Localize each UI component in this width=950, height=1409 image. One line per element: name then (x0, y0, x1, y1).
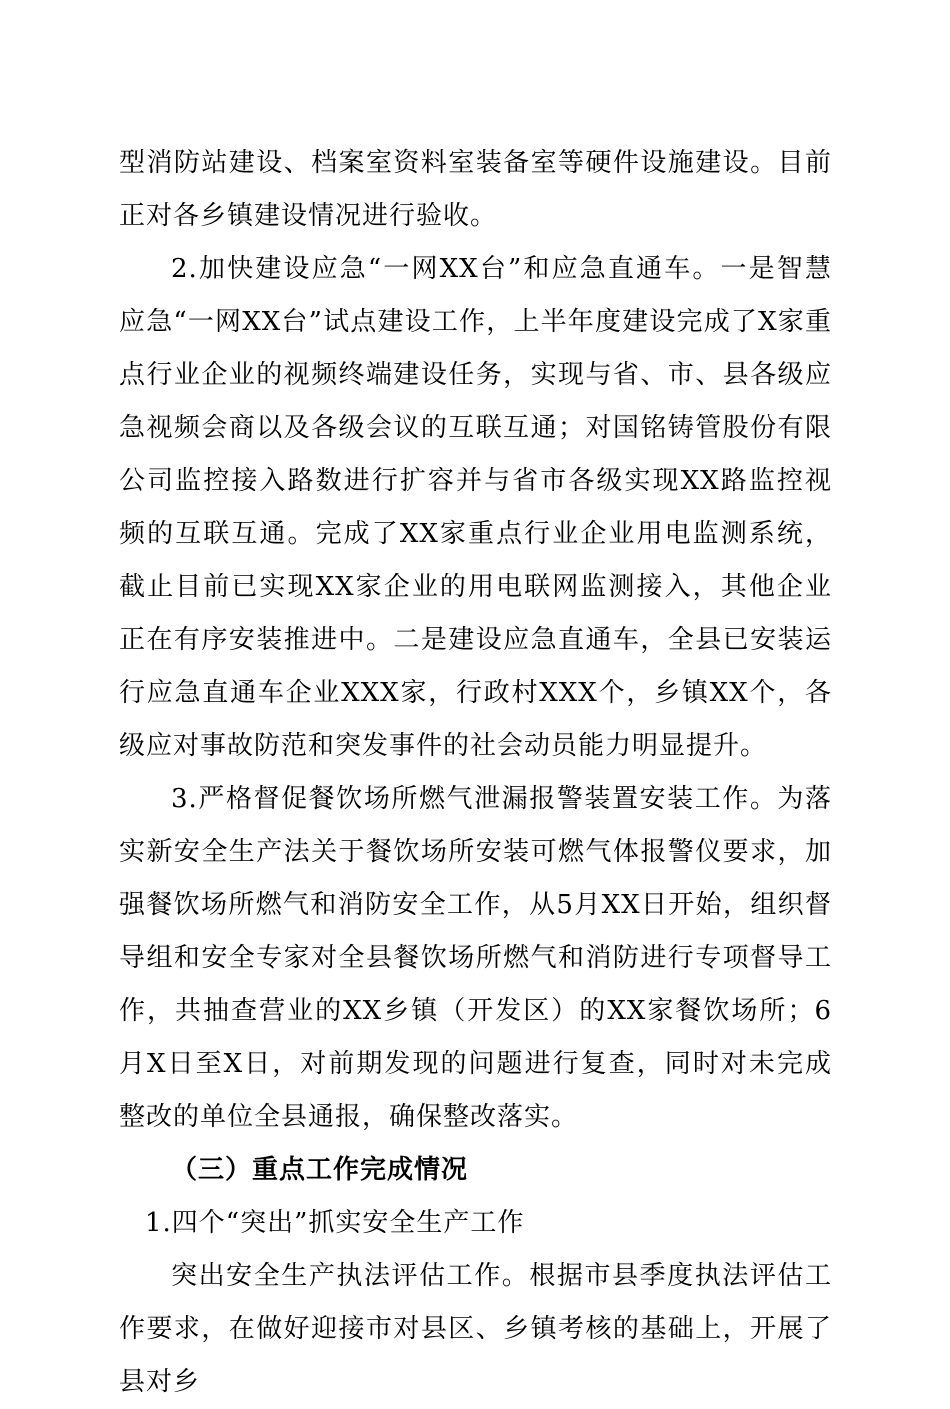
paragraph-emergency-network: 2.加快建设应急“一网XX台”和应急直通车。一是智慧应急“一网XX台”试点建设工作，上半年度建设完成了X家重点行业企业的视频终端建设任务，实现与省、市、县各级应急视频会商以及各级会议的互联互通；对国铭铸管股份有限公司监控接入路数进行扩容并与省市各级实现XX路监控视频的互联互通。完成了XX家重点行业企业用电监测系统，截止目前已实现XX家企业的用电联网监测接入，其他企业正在有序安装推进中。二是建设应急直通车，全县已安装运行应急直通车企业XXX家，行政村XXX个，乡镇XX个，各级应对事故防范和突发事件的社会动员能力明显提升。 (119, 254, 832, 761)
document-body (119, 137, 832, 1409)
section-heading: （三）重点工作完成情况 (171, 1155, 469, 1185)
paragraph-enforcement-evaluation: 突出安全生产执法评估工作。根据市县季度执法评估工作要求，在做好迎接市对县区、乡镇考核的基础上，开展了县对乡 (119, 1261, 832, 1397)
sub-heading: 1.四个“突出”抓实安全生产工作 (145, 1208, 525, 1238)
paragraph-continuation: 型消防站建设、档案室资料室装备室等硬件设施建设。目前正对各乡镇建设情况进行验收。 (119, 148, 832, 231)
paragraph-gas-alarm: 3.严格督促餐饮场所燃气泄漏报警装置安装工作。为落实新安全生产法关于餐饮场所安装可燃气体报警仪要求，加强餐饮场所燃气和消防安全工作，从5月XX日开始，组织督导组和安全专家对全县餐饮场所燃气和消防进行专项督导工作，共抽查营业的XX乡镇（开发区）的XX家餐饮场所；6月X日至X日，对前期发现的问题进行复查，同时对未完成整改的单位全县通报，确保整改落实。 (119, 784, 832, 1132)
